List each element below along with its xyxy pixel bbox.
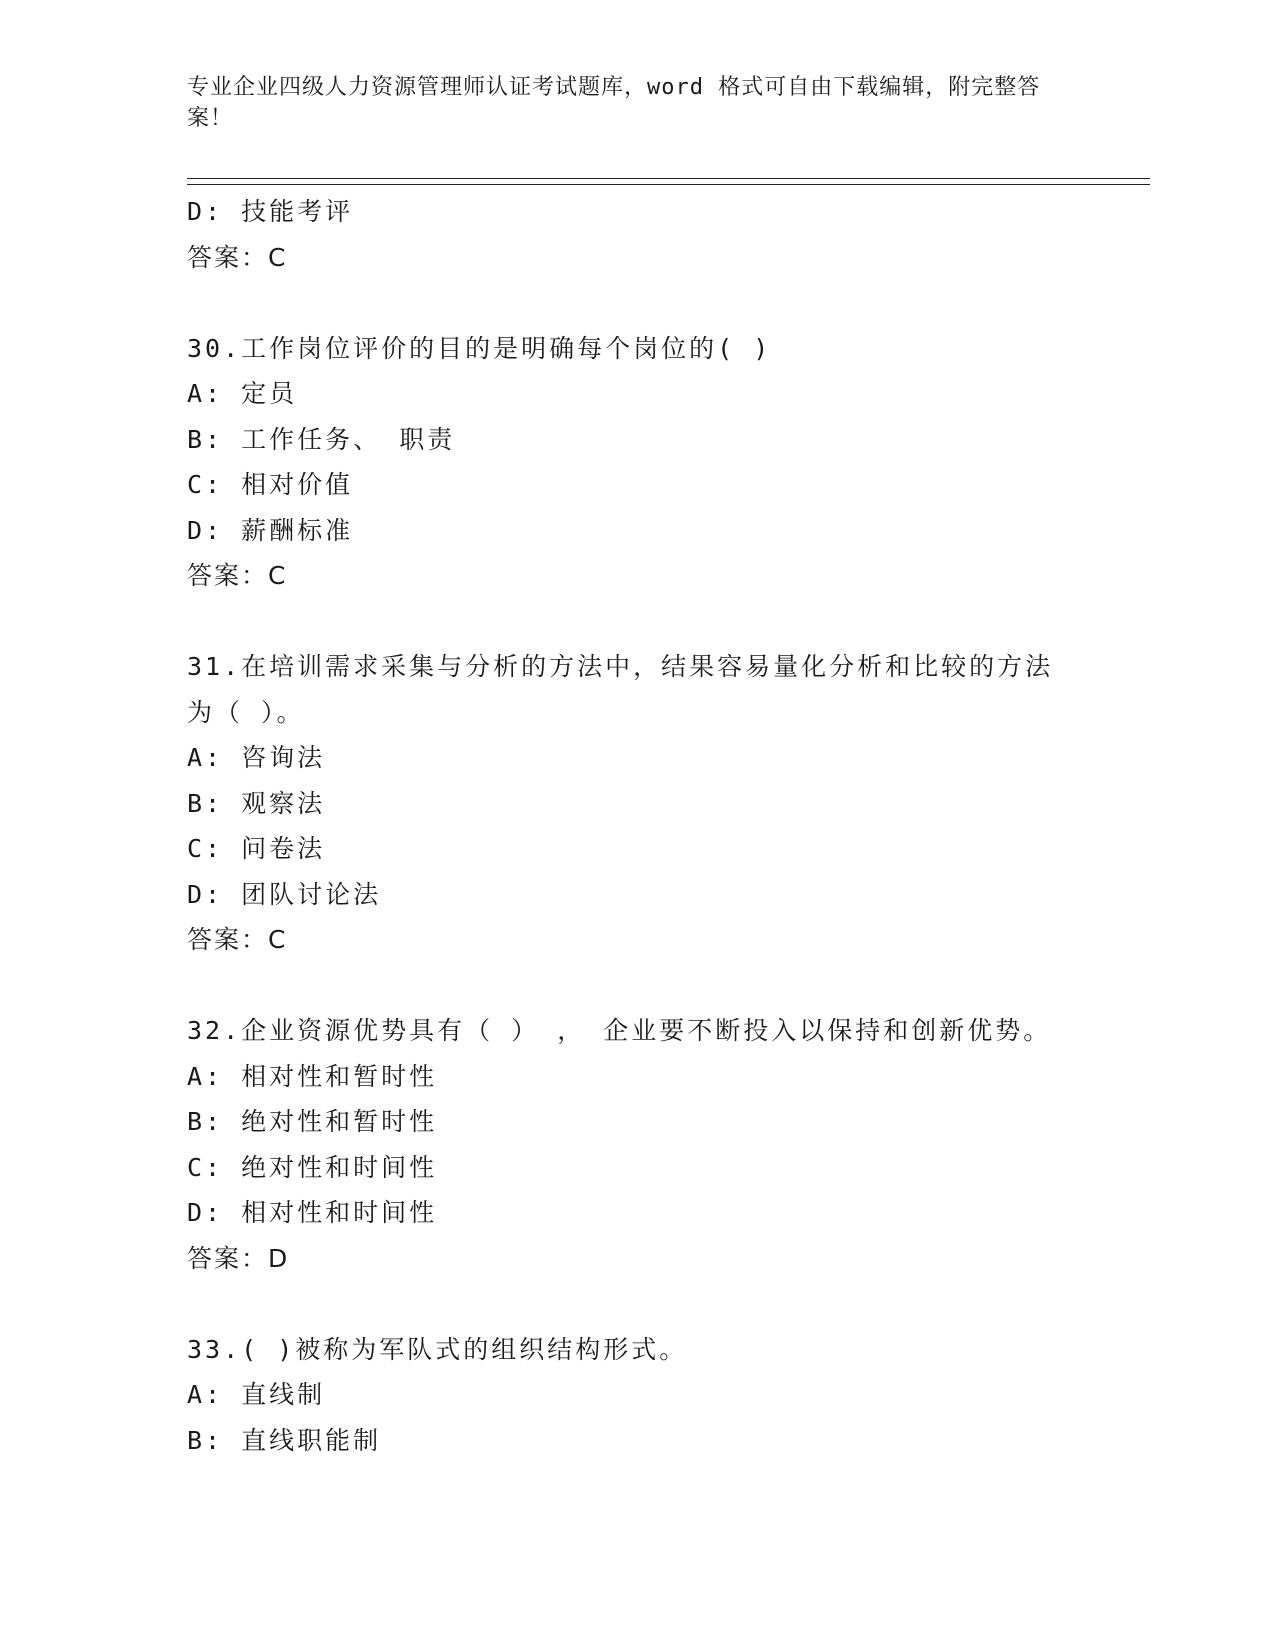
option-line: D: 技能考评 bbox=[187, 197, 354, 226]
header-divider-top bbox=[187, 178, 1150, 179]
option-line: D: 团队讨论法 bbox=[187, 879, 382, 909]
question-text: 30.工作岗位评价的目的是明确每个岗位的( ) bbox=[187, 333, 772, 363]
option-line: B: 工作任务、 职责 bbox=[187, 424, 456, 454]
option-line: B: 观察法 bbox=[187, 788, 326, 818]
question-text: 31.在培训需求采集与分析的方法中，结果容易量化分析和比较的方法 bbox=[187, 652, 1054, 681]
option-line: A: 相对性和暂时性 bbox=[187, 1061, 438, 1091]
answer-line: 答案：C bbox=[187, 242, 288, 272]
document-header-note: 专业企业四级人力资源管理师认证考试题库，word 格式可自由下载编辑，附完整答案！ bbox=[187, 75, 1041, 131]
question-list bbox=[187, 189, 1147, 1463]
option-line: C: 绝对性和时间性 bbox=[187, 1152, 438, 1182]
option-line: A: 定员 bbox=[187, 379, 298, 408]
answer-line: 答案：C bbox=[187, 925, 288, 954]
header-divider-bottom bbox=[187, 184, 1150, 185]
spacer bbox=[187, 280, 1147, 326]
option-line: A: 直线制 bbox=[187, 1380, 326, 1409]
option-line: B: 直线职能制 bbox=[187, 1425, 382, 1455]
answer-line: 答案：C bbox=[187, 561, 288, 590]
answer-line: 答案：D bbox=[187, 1243, 290, 1273]
spacer bbox=[187, 963, 1147, 1009]
question-text: 为（ ）。 bbox=[187, 697, 305, 727]
spacer bbox=[187, 599, 1147, 645]
option-line: A: 咨询法 bbox=[187, 743, 326, 772]
question-text: 32.企业资源优势具有（ ） ， 企业要不断投入以保持和创新优势。 bbox=[187, 1016, 1052, 1045]
spacer bbox=[187, 1281, 1147, 1327]
option-line: B: 绝对性和暂时性 bbox=[187, 1107, 438, 1136]
option-line: C: 问卷法 bbox=[187, 834, 326, 863]
question-text: 33.( )被称为军队式的组织结构形式。 bbox=[187, 1334, 688, 1364]
option-line: D: 薪酬标准 bbox=[187, 515, 354, 545]
option-line: C: 相对价值 bbox=[187, 470, 354, 499]
option-line: D: 相对性和时间性 bbox=[187, 1198, 438, 1227]
